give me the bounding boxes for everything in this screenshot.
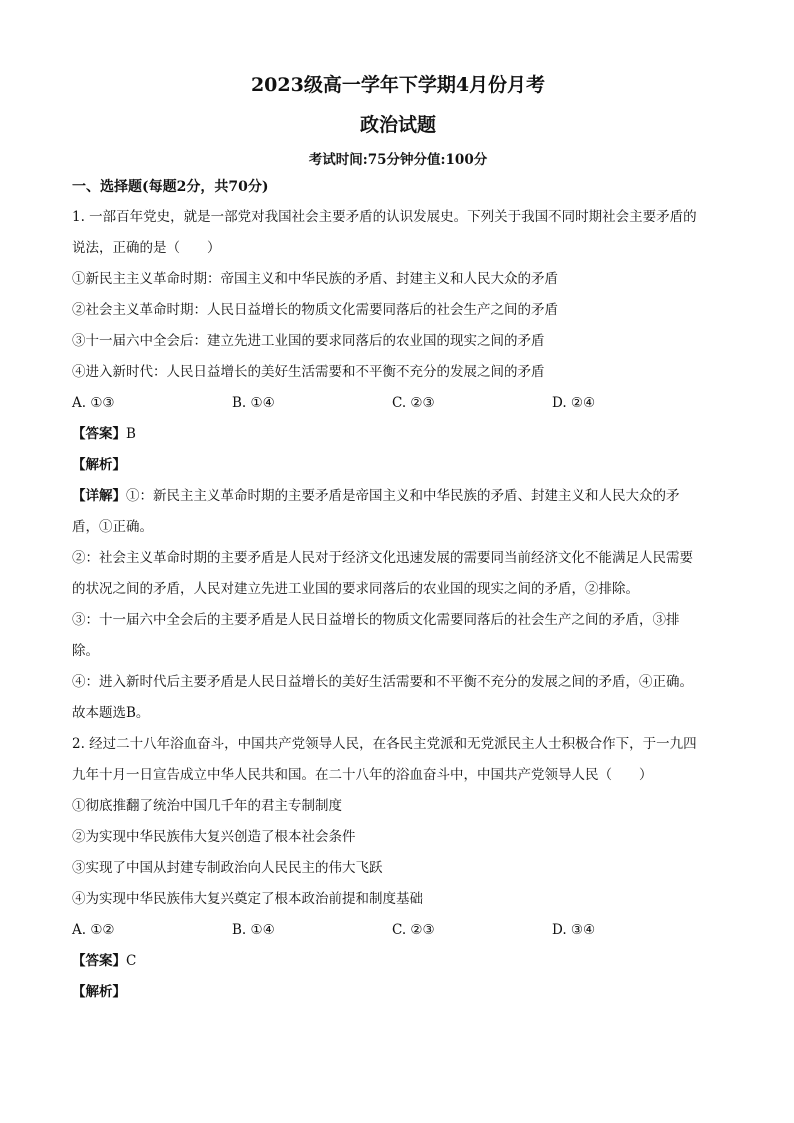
detail-text: ①：新民主主义革命时期的主要矛盾是帝国主义和中华民族的矛盾、封建主义和人民大众的矛	[126, 488, 680, 504]
question-2-option-b: B. ①④	[232, 922, 275, 938]
section-heading: 一、选择题(每题2分，共70分)	[72, 179, 269, 195]
question-2-item-3: ③实现了中国从封建专制政治向人民民主的伟大飞跃	[72, 860, 383, 876]
answer-tag: 【答案】	[72, 953, 126, 969]
question-1-detail-line-7: ④：进入新时代后主要矛盾是人民日益增长的美好生活需要和不平衡不充分的发展之间的矛盾，④正确。	[72, 674, 693, 690]
question-1-option-a: A. ①③	[72, 395, 115, 411]
question-1-stem-line-2: 说法，正确的是（ ）	[72, 240, 221, 256]
question-2-item-4: ④为实现中华民族伟大复兴奠定了根本政治前提和制度基础	[72, 891, 423, 907]
exam-meta: 考试时间:75分钟分值:100分	[308, 152, 488, 168]
question-1-item-3: ③十一届六中全会后：建立先进工业国的要求同落后的农业国的现实之间的矛盾	[72, 333, 545, 349]
question-1-options	[72, 388, 724, 419]
question-2-answer	[72, 946, 724, 977]
answer-value: B	[126, 426, 136, 442]
question-2-option-d: D. ③④	[552, 922, 596, 938]
question-2-option-a: A. ①②	[72, 922, 115, 938]
exam-title: 2023级高一学年下学期4月份月考	[250, 74, 546, 96]
question-2-stem-line-2: 九年十月一日宣告成立中华人民共和国。在二十八年的浴血奋斗中，中国共产党领导人民（ ）	[72, 767, 653, 783]
question-1-item-2: ②社会主义革命时期：人民日益增长的物质文化需要同落后的社会生产之间的矛盾	[72, 302, 558, 318]
answer-value: C	[126, 953, 137, 969]
question-1-item-1: ①新民主主义革命时期：帝国主义和中华民族的矛盾、封建主义和人民大众的矛盾	[72, 271, 558, 287]
question-1-detail-line-1	[72, 481, 724, 512]
question-1-detail-line-4: 的状况之间的矛盾，人民对建立先进工业国的要求同落后的农业国的现实之间的矛盾，②排除。	[72, 581, 639, 597]
question-2-options	[72, 915, 724, 946]
question-2-analysis	[72, 977, 724, 1008]
question-1	[72, 202, 724, 729]
analysis-tag: 【解析】	[72, 984, 126, 1000]
question-1-option-d: D. ②④	[552, 395, 596, 411]
question-1-analysis	[72, 450, 724, 481]
question-1-detail-line-6: 除。	[72, 643, 99, 659]
analysis-tag: 【解析】	[72, 457, 126, 473]
question-2-option-c: C. ②③	[392, 922, 435, 938]
detail-tag: 【详解】	[72, 488, 126, 504]
question-1-option-b: B. ①④	[232, 395, 275, 411]
answer-tag: 【答案】	[72, 426, 126, 442]
exam-subject: 政治试题	[359, 114, 436, 136]
question-2-item-2: ②为实现中华民族伟大复兴创造了根本社会条件	[72, 829, 356, 845]
question-1-option-c: C. ②③	[392, 395, 435, 411]
question-1-detail-line-5: ③：十一届六中全会后的主要矛盾是人民日益增长的物质文化需要同落后的社会生产之间的矛盾，③排	[72, 612, 680, 628]
question-1-answer	[72, 419, 724, 450]
question-1-detail-line-2: 盾，①正确。	[72, 519, 153, 535]
question-1-detail-line-3: ②：社会主义革命时期的主要矛盾是人民对于经济文化迅速发展的需要同当前经济文化不能满足人民需要	[72, 550, 693, 566]
question-2-item-1: ①彻底推翻了统治中国几千年的君主专制制度	[72, 798, 342, 814]
question-1-item-4: ④进入新时代：人民日益增长的美好生活需要和不平衡不充分的发展之间的矛盾	[72, 364, 545, 380]
question-2	[72, 729, 724, 1008]
question-1-stem-line-1: 1. 一部百年党史，就是一部党对我国社会主要矛盾的认识发展史。下列关于我国不同时期社会主要矛盾的	[72, 209, 697, 225]
question-1-detail-line-8: 故本题选B。	[72, 705, 150, 721]
question-2-stem-line-1: 2. 经过二十八年浴血奋斗，中国共产党领导人民，在各民主党派和无党派民主人士积极合作下，于一九四	[72, 736, 697, 752]
